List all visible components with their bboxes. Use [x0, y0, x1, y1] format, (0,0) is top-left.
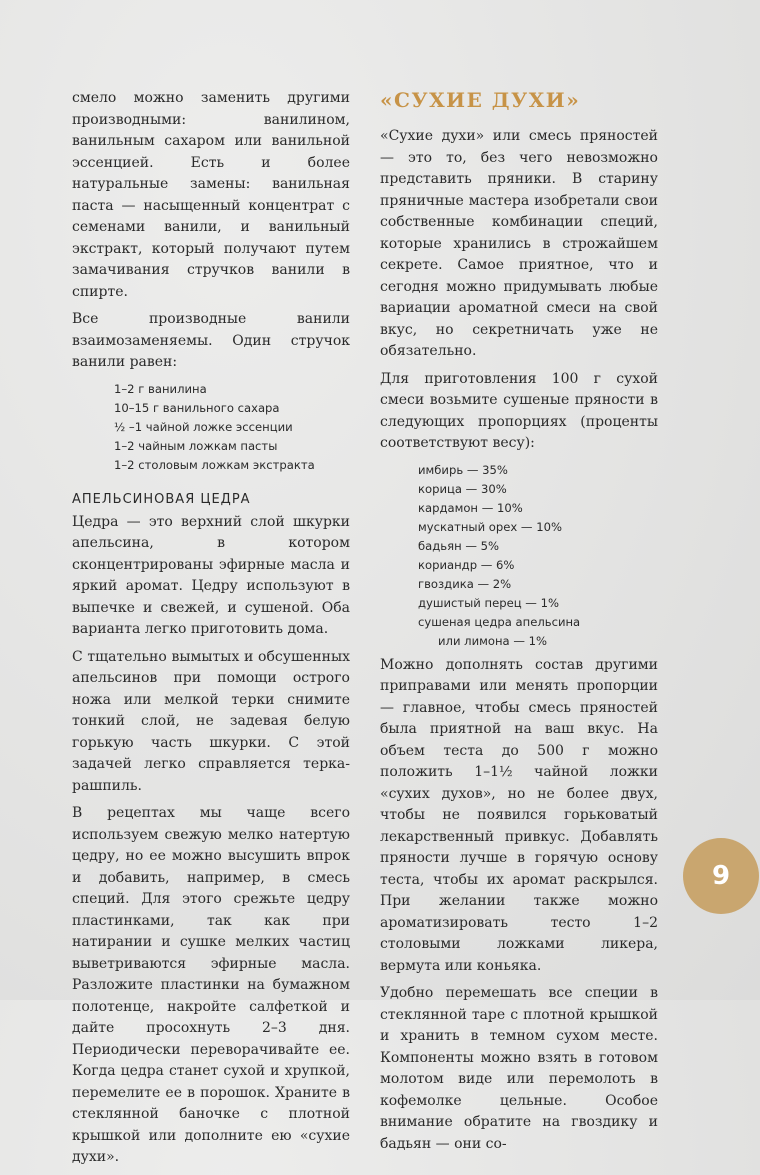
- orange-zest-paragraph: Цедра — это верхний слой шкурки апельсина, в котором сконцентрированы эфирные масла и яркий аромат. Цедру используют в выпечке и свежей, и сушеной. Оба варианта легко приготовить дома.: [72, 513, 350, 637]
- list-item: 1–2 г ванилина: [114, 381, 207, 396]
- list-item: сушеная цедра апельсина: [418, 614, 581, 629]
- list-item: 1–2 столовым ложкам экстракта: [114, 457, 315, 472]
- section-title: «СУХИЕ ДУХИ»: [380, 88, 581, 112]
- orange-zest-paragraph: В рецептах мы чаще всего используем свежую мелко натертую цедру, но ее можно высушить впрок и добавить, например, в смесь специй. Для этого срежьте цедру пластинками, так как при натирании и сушке мелких частиц выветриваются эфирные масла. Разложите пластинки на бумажном полотенце, накройте салфеткой и дайте просохнуть 2–3 дня. Периодически переворачивайте ее. Когда цедра станет сухой и хрупкой, перемелите ее в порошок. Храните в стеклянной баночке с плотной крышкой или дополните ею «сухие духи».: [72, 805, 350, 1165]
- left-column: [72, 88, 350, 1175]
- list-item: кориандр — 6%: [418, 557, 515, 572]
- list-item: бадьян — 5%: [418, 538, 500, 553]
- page-number-badge: 9: [683, 838, 759, 914]
- list-item: кардамон — 10%: [418, 500, 523, 515]
- vanilla-equivalents-list: [72, 380, 350, 475]
- list-item: 10–15 г ванильного сахара: [114, 400, 280, 415]
- spice-body-paragraph: Можно дополнять состав другими приправами или менять пропорции — главное, чтобы смесь пряностей была приятной на ваш вкус. На объем теста до 500 г можно положить 1–1½ чайной ложки «сухих духов», но не более двух, чтобы не появился горьковатый лекарственный привкус. Добавлять пряности лучше в горячую основу теста, чтобы их аромат раскрылся. При желании также можно ароматизировать тесто 1–2 столовыми ложками ликера, вермута или коньяка.: [380, 656, 658, 974]
- list-item: мускатный орех — 10%: [418, 519, 562, 534]
- list-item: ½ –1 чайной ложке эссенции: [114, 419, 293, 434]
- list-item: или лимона — 1%: [438, 633, 547, 648]
- list-item: гвоздика — 2%: [418, 576, 512, 591]
- list-item: 1–2 чайным ложкам пасты: [114, 438, 278, 453]
- spice-intro-paragraph: «Сухие духи» или смесь пряностей — это то, без чего невозможно представить пряники. В старину пряничные мастера изобретали свои собственные комбинации специй, которые хранились в строжайшем секрете. Самое приятное, что и сегодня можно придумывать любые вариации ароматной смеси на свой вкус, но секретничать уже не обязательно.: [380, 128, 658, 359]
- orange-zest-paragraph: С тщательно вымытых и обсушенных апельсинов при помощи острого ножа или мелкой терки снимите тонкий слой, не задевая белую горькую часть шкурки. С этой задачей легко справляется терка-рашпиль.: [72, 648, 350, 794]
- spice-proportions-list: [380, 461, 658, 651]
- list-item: душистый перец — 1%: [418, 595, 559, 610]
- vanilla-equivalence-paragraph: Все производные ванили взаимозаменяемы. Один стручок ванили равен:: [72, 311, 350, 370]
- spice-body-paragraph: Удобно перемешать все специи в стеклянной таре с плотной крышкой и хранить в темном сухом месте. Компоненты можно взять в готовом молотом виде или перемолоть в кофемолке цельные. Особое внимание обратите на гвоздику и бадьян — они со-: [380, 985, 658, 1152]
- vanilla-intro-paragraph: смело можно заменить другими производными: ванилином, ванильным сахаром или ванильной эссенцией. Есть и более натуральные замены: ванильная паста — насыщенный концентрат с семенами ванили, и ванильный экстракт, который получают путем замачивания стручков ванили в спирте.: [72, 90, 350, 300]
- right-column: [380, 88, 658, 1161]
- list-item: корица — 30%: [418, 481, 507, 496]
- proportions-paragraph: Для приготовления 100 г сухой смеси возьмите сушеные пряности в следующих пропорциях (проценты соответствуют весу):: [380, 370, 658, 451]
- list-item: имбирь — 35%: [418, 462, 508, 477]
- orange-zest-heading: АПЕЛЬСИНОВАЯ ЦЕДРА: [72, 491, 251, 507]
